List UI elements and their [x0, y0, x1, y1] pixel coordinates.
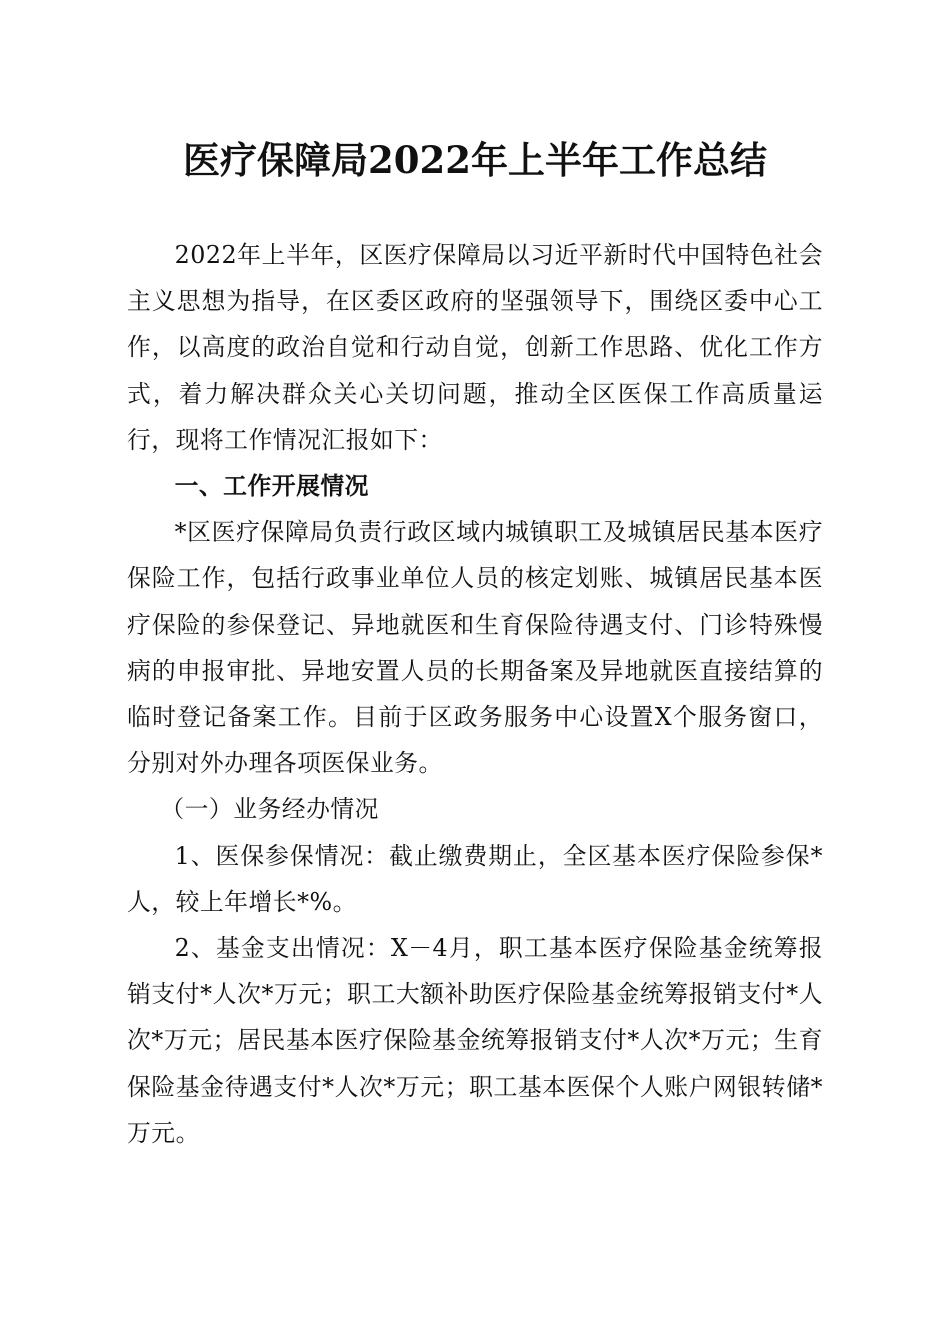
- section-paragraph-overview: *区医疗保障局负责行政区域内城镇职工及城镇居民基本医疗保险工作，包括行政事业单位人员的核定划账、城镇居民基本医疗保险的参保登记、异地就医和生育保险待遇支付、门诊特殊慢病的申报审批、异地安置人员的长期备案及异地就医直接结算的临时登记备案工作。目前于区政务服务中心设置X个服务窗口，分别对外办理各项医保业务。: [127, 518, 823, 778]
- item-paragraph-enrollment: 1、医保参保情况：截止缴费期止，全区基本医疗保险参保*人，较上年增长*%。: [127, 841, 823, 916]
- section-heading-work-progress: 一、工作开展情况: [174, 472, 369, 501]
- subsection-heading-business: （一）业务经办情况: [160, 795, 379, 824]
- intro-paragraph: 2022年上半年，区医疗保障局以习近平新时代中国特色社会主义思想为指导，在区委区政府的坚强领导下，围绕区委中心工作，以高度的政治自觉和行动自觉，创新工作思路、优化工作方式，着力解决群众关心关切问题，推动全区医保工作高质量运行，现将工作情况汇报如下：: [127, 241, 823, 454]
- item-paragraph-fund-expenditure: 2、基金支出情况：X－4月，职工基本医疗保险基金统筹报销支付*人次*万元；职工大额补助医疗保险基金统筹报销支付*人次*万元；居民基本医疗保险基金统筹报销支付*人次*万元；生育保险基金待遇支付*人次*万元；职工基本医保个人账户网银转储*万元。: [127, 934, 823, 1147]
- document-body: [127, 232, 823, 1156]
- document-title: 医疗保障局2022年上半年工作总结: [183, 138, 767, 182]
